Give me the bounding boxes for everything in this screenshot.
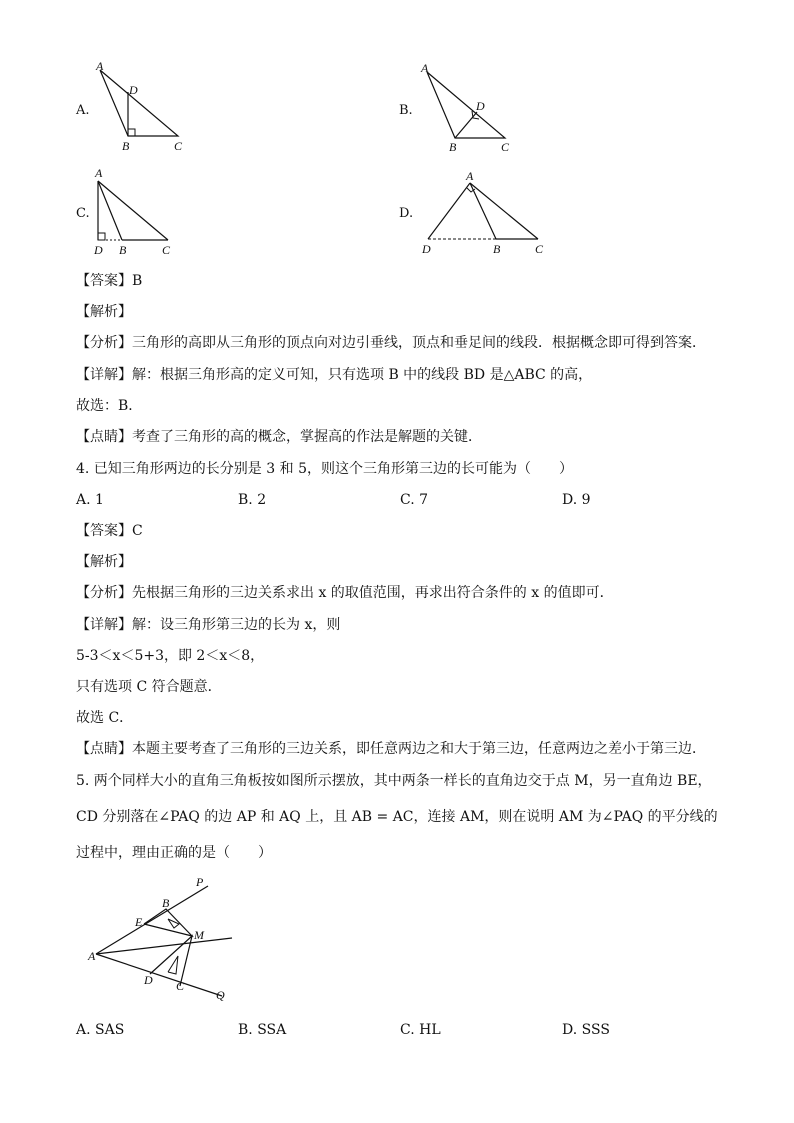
q4-analysis-heading: 【解析】: [76, 554, 132, 570]
vertex-label-c: C: [174, 139, 183, 153]
vertex-label-c: C: [501, 140, 510, 154]
q4-only-option: 只有选项 C 符合题意．: [76, 679, 222, 695]
vertex-label-a: A: [95, 166, 103, 180]
q4-detail: 【详解】解：设三角形第三边的长为 x，则: [76, 617, 341, 633]
vertex-label-a: A: [466, 169, 474, 183]
q5-text-line2: CD 分别落在∠PAQ 的边 AP 和 AQ 上，且 AB = AC，连接 AM，则在说明 AM 为∠PAQ 的平分线的: [76, 809, 718, 825]
q4-comment: 【点睛】本题主要考查了三角形的三边关系，即任意两边之和大于第三边，任意两边之差小于第三边．: [76, 741, 706, 757]
q3-detail: 【详解】解：根据三角形高的定义可知，只有选项 B 中的线段 BD 是△ABC 的高，: [76, 367, 593, 383]
vertex-label-b: B: [493, 242, 501, 256]
figure-q5: [82, 872, 252, 1007]
q5-option-c: C. HL: [400, 1022, 441, 1038]
q3-comment: 【点睛】考查了三角形的高的概念，掌握高的作法是解题的关键．: [76, 429, 482, 445]
q4-question: 4. 已知三角形两边的长分别是 3 和 5，则这个三角形第三边的长可能为（ ）: [76, 461, 573, 477]
vertex-label-b: B: [122, 139, 130, 153]
point-label-c: C: [176, 979, 185, 993]
figure-option-c: [90, 165, 190, 260]
vertex-label-a: A: [421, 61, 429, 75]
q3-analysis-heading: 【解析】: [76, 304, 132, 320]
point-label-p: P: [196, 875, 204, 889]
option-b-label: B.: [399, 103, 413, 118]
figure-option-b: [415, 58, 525, 158]
point-label-d: D: [144, 973, 153, 987]
figure-option-d: [418, 165, 558, 260]
q5-option-a: A. SAS: [76, 1022, 125, 1038]
q4-conclusion: 故选 C．: [76, 710, 134, 726]
vertex-label-d: D: [129, 83, 138, 97]
q4-option-a: A. 1: [76, 492, 104, 508]
vertex-label-c: C: [162, 243, 171, 257]
vertex-label-d: D: [476, 99, 485, 113]
option-a-label: A.: [76, 103, 90, 118]
q4-inequality: 5-3＜x＜5+3，即 2＜x＜8，: [76, 648, 265, 664]
point-label-m: M: [194, 928, 204, 942]
vertex-label-d: D: [422, 242, 431, 256]
point-label-a: A: [88, 949, 96, 963]
vertex-label-d: D: [94, 243, 103, 257]
vertex-label-b: B: [119, 243, 127, 257]
q5-option-b: B. SSA: [238, 1022, 287, 1038]
vertex-label-a: A: [96, 59, 104, 73]
q4-option-d: D. 9: [562, 492, 591, 508]
option-d-label: D.: [399, 206, 414, 221]
q5-text-line3: 过程中，理由正确的是（ ）: [76, 845, 272, 861]
q4-option-b: B. 2: [238, 492, 267, 508]
q4-option-c: C. 7: [400, 492, 429, 508]
q4-analysis: 【分析】先根据三角形的三边关系求出 x 的取值范围，再求出符合条件的 x 的值即可．: [76, 585, 614, 601]
option-c-label: C.: [76, 206, 90, 221]
figure-option-a: [92, 58, 192, 158]
q3-answer: 【答案】B: [76, 273, 143, 289]
point-label-q: Q: [216, 988, 225, 1002]
q5-option-d: D. SSS: [562, 1022, 610, 1038]
point-label-b: B: [162, 896, 170, 910]
q3-conclusion: 故选：B．: [76, 398, 143, 414]
vertex-label-b: B: [449, 140, 457, 154]
q3-analysis: 【分析】三角形的高即从三角形的顶点向对边引垂线，顶点和垂足间的线段．根据概念即可得到答案．: [76, 335, 706, 351]
vertex-label-c: C: [535, 242, 544, 256]
point-label-e: E: [135, 915, 143, 929]
q5-text-line1: 5. 两个同样大小的直角三角板按如图所示摆放，其中两条一样长的直角边交于点 M，另一直角边 BE，: [76, 773, 712, 789]
q4-answer: 【答案】C: [76, 523, 143, 539]
